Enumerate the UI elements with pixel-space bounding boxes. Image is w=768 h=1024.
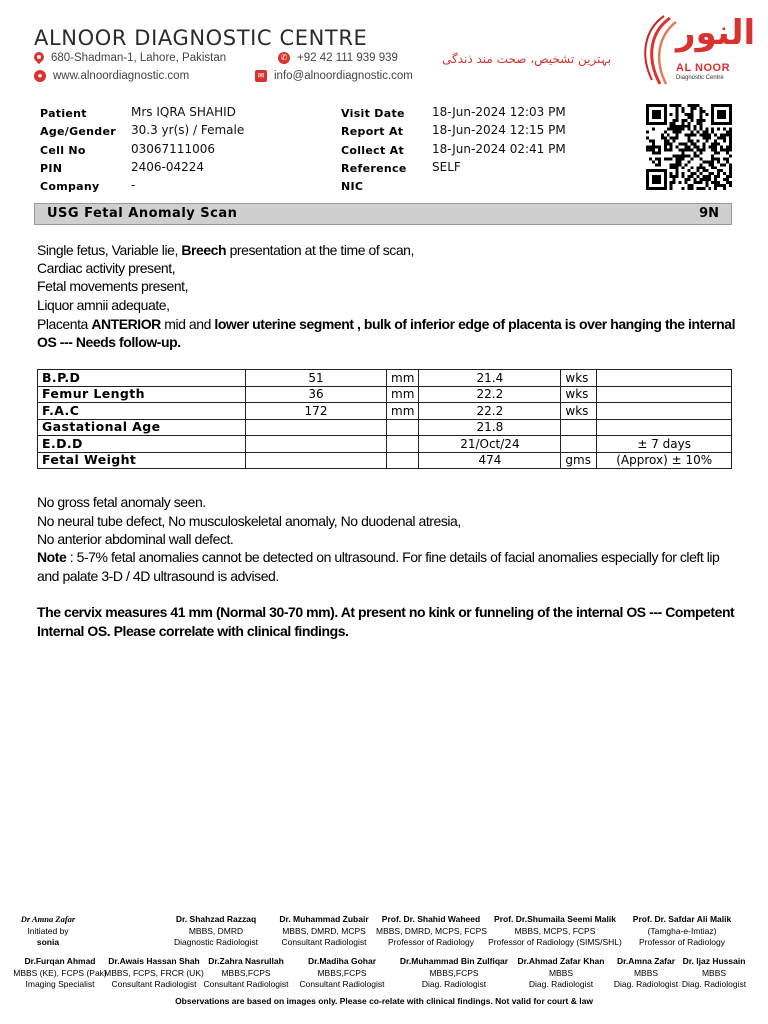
doctor-qualifications: MBBS,FCPS [317, 967, 367, 978]
doctor-name: Dr.Amna Zafar [616, 956, 676, 966]
doctor-title: Consultant Radiologist [281, 937, 367, 947]
doctor-name: Prof. Dr. Shahid Waheed [381, 914, 481, 924]
company-label: Company [40, 180, 100, 193]
measurement-extra [597, 419, 732, 436]
doctor-card [10, 956, 110, 991]
phone [278, 52, 398, 64]
logo-english-text: AL NOOR [676, 62, 731, 74]
measurement-row [38, 452, 732, 469]
doctor-qualifications: MBBS (KE), FCPS (Pak) [13, 967, 107, 978]
doctor-card [196, 956, 296, 991]
finding-bold: lower uterine segment , bulk of inferior edge of placenta is over hanging the internal [214, 316, 736, 332]
alnoor-logo [640, 13, 756, 90]
finding-line-3: Fetal movements present, [37, 278, 189, 294]
measurement-extra [597, 370, 732, 387]
doctor-title: Diag. Radiologist [528, 979, 594, 989]
doctor-qualifications: MBBS, DMRD, MCPS [282, 925, 366, 936]
doctor-name: Dr.Muhammad Bin Zulfiqar [399, 956, 509, 966]
doctor-name: Prof. Dr.Shumaila Seemi Malik [494, 914, 616, 924]
measurement-label: Fetal Weight [38, 452, 246, 469]
report-code: 9N [699, 206, 719, 221]
note-line-2: and palate 3-D / 4D ultrasound is advised. [37, 568, 279, 584]
doctor-name: Dr. Ijaz Hussain [682, 956, 746, 966]
reference-label: Reference [341, 162, 407, 175]
report-title: USG Fetal Anomaly Scan [47, 206, 238, 221]
measurement-value [246, 419, 387, 436]
measurement-weeks: 21.4 [419, 370, 561, 387]
conclusion-line-3: No anterior abdominal wall defect. [37, 531, 234, 547]
doctor-title: Professor of Radiology [388, 937, 474, 947]
doctor-name: Dr.Zahra Nasrullah [208, 956, 284, 966]
measurement-weeks-unit: wks [561, 386, 597, 403]
visit-date-label: Visit Date [341, 107, 405, 120]
logo-swoosh-icon [640, 14, 680, 90]
doctor-card [612, 956, 680, 991]
measurement-label: E.D.D [38, 436, 246, 453]
doctor-qualifications: MBBS,FCPS [429, 967, 479, 978]
measurement-extra [597, 403, 732, 420]
doctor-title: Consultant Radiologist [111, 979, 197, 989]
doctor-card [626, 914, 738, 949]
centre-name: ALNOOR DIAGNOSTIC CENTRE [34, 26, 368, 50]
doctor-name: Dr. Shahzad Razzaq [175, 914, 257, 924]
note-line-1 [37, 548, 719, 567]
phone-text: +92 42 111 939 939 [297, 52, 398, 64]
cervix-text: The cervix measures 41 mm (Normal 30-70 mm). At present no kink or funneling of the internal OS --- Competent [37, 604, 735, 620]
finding-line-6 [37, 333, 181, 352]
visit-date-value: 18-Jun-2024 12:03 PM [432, 105, 566, 119]
nic-label: NIC [341, 180, 364, 193]
finding-bold: Breech [181, 242, 227, 258]
email [255, 70, 413, 82]
measurement-value [246, 436, 387, 453]
doctor-title: Imaging Specialist [25, 979, 95, 989]
doctor-qualifications: MBBS [701, 967, 727, 978]
measurement-row [38, 386, 732, 403]
measurement-weeks: 21/Oct/24 [419, 436, 561, 453]
doctor-qualifications: MBBS, MCPS, FCPS [514, 925, 596, 936]
measurement-weeks-unit [561, 436, 597, 453]
doctor-qualifications: MBBS, FCPS, FRCR (UK) [104, 967, 204, 978]
doctor-card [292, 956, 392, 991]
measurement-unit: mm [387, 386, 419, 403]
website-text: www.alnoordiagnostic.com [53, 70, 190, 82]
measurement-weeks: 22.2 [419, 386, 561, 403]
measurement-weeks: 22.2 [419, 403, 561, 420]
conclusion-line-2: No neural tube defect, No musculoskeletal anomaly, No duodenal atresia, [37, 513, 461, 529]
measurement-value: 172 [246, 403, 387, 420]
doctor-name: Dr.Awais Hassan Shah [108, 956, 200, 966]
measurement-row [38, 370, 732, 387]
doctor-card [166, 914, 266, 949]
initiated-by-name: sonia [36, 937, 60, 947]
report-header [0, 0, 768, 100]
measurement-label: F.A.C [38, 403, 246, 420]
finding-text: mid and [160, 316, 215, 332]
doctor-card [104, 956, 204, 991]
doctor-title: Diagnostic Radiologist [173, 937, 259, 947]
globe-icon: ● [34, 70, 46, 82]
doctor-qualifications: MBBS,FCPS [221, 967, 271, 978]
finding-bold: ANTERIOR [91, 316, 161, 332]
measurement-row [38, 436, 732, 453]
doctor-card [512, 956, 610, 991]
measurement-label: B.P.D [38, 370, 246, 387]
measurement-extra: (Approx) ± 10% [597, 452, 732, 469]
doctor-title: Consultant Radiologist [203, 979, 289, 989]
doctor-title: Professor of Radiology [639, 937, 725, 947]
collect-at-label: Collect At [341, 144, 405, 157]
location-pin-icon [34, 52, 44, 64]
measurement-unit: mm [387, 370, 419, 387]
doctor-name: Dr.Madiha Gohar [307, 956, 376, 966]
cervix-text: Internal OS. Please correlate with clinical findings. [37, 623, 349, 639]
finding-line-1 [37, 241, 414, 260]
report-title-bar [34, 203, 732, 225]
patient-label: Patient [40, 107, 87, 120]
measurement-row [38, 403, 732, 420]
measurement-row [38, 419, 732, 436]
measurement-label: Gastational Age [38, 419, 246, 436]
measurement-weeks-unit [561, 419, 597, 436]
finding-line-5 [37, 315, 735, 334]
doctor-card [680, 956, 748, 991]
initiated-by-label: Initiated by [27, 925, 69, 936]
measurement-unit [387, 436, 419, 453]
doctor-title: Diag. Radiologist [613, 979, 679, 989]
signature-name: Dr Amna Zafar [20, 914, 76, 924]
company-value: - [131, 178, 136, 192]
measurement-label: Femur Length [38, 386, 246, 403]
age-gender-value: 30.3 yr(s) / Female [131, 123, 245, 137]
finding-text: presentation at the time of scan, [226, 242, 414, 258]
disclaimer: Observations are based on images only. Please co-relate with clinical findings. Not valid for court & law [175, 996, 593, 1006]
report-at-label: Report At [341, 125, 404, 138]
website [34, 70, 189, 82]
reference-value: SELF [432, 160, 461, 174]
doctor-qualifications: MBBS [633, 967, 659, 978]
measurement-value [246, 452, 387, 469]
note-text: : 5-7% fetal anomalies cannot be detected on ultrasound. For fine details of facial anomalies especially for cleft lip [66, 549, 720, 565]
logo-subtitle: Diagnostic Centre [676, 75, 724, 81]
doctor-name: Dr.Furqan Ahmad [24, 956, 96, 966]
doctor-qualifications: (Tamgha-e-Imtiaz) [647, 925, 717, 936]
measurement-unit [387, 452, 419, 469]
cell-no-value: 03067111006 [131, 142, 215, 156]
pin-value: 2406-04224 [131, 160, 205, 174]
address [34, 52, 226, 64]
email-text: info@alnoordiagnostic.com [274, 70, 413, 82]
doctor-card [376, 914, 486, 949]
doctor-name: Dr.Ahmad Zafar Khan [517, 956, 605, 966]
measurement-weeks-unit: wks [561, 370, 597, 387]
qr-code-icon [646, 104, 732, 190]
measurements-body [38, 370, 732, 469]
conclusion-line-1: No gross fetal anomaly seen. [37, 494, 206, 510]
measurement-weeks: 21.8 [419, 419, 561, 436]
age-gender-label: Age/Gender [40, 125, 116, 138]
doctor-card [488, 914, 622, 949]
finding-line-4: Liquor amnii adequate, [37, 297, 170, 313]
cervix-line-1 [37, 603, 734, 622]
patient-name: Mrs IQRA SHAHID [131, 105, 236, 119]
measurement-value: 36 [246, 386, 387, 403]
doctor-title: Diag. Radiologist [681, 979, 747, 989]
address-text: 680-Shadman-1, Lahore, Pakistan [51, 52, 227, 64]
measurement-extra [597, 386, 732, 403]
phone-icon: ✆ [278, 52, 290, 64]
report-at-value: 18-Jun-2024 12:15 PM [432, 123, 566, 137]
measurement-weeks: 474 [419, 452, 561, 469]
doctor-qualifications: MBBS, DMRD [188, 925, 244, 936]
collect-at-value: 18-Jun-2024 02:41 PM [432, 142, 566, 156]
measurements-table [37, 369, 732, 469]
email-icon: ✉ [255, 70, 267, 82]
doctor-name: Prof. Dr. Safdar Ali Malik [632, 914, 732, 924]
finding-text: Single fetus, Variable lie, [37, 242, 182, 258]
doctor-card [272, 914, 376, 949]
measurement-weeks-unit: gms [561, 452, 597, 469]
measurement-unit: mm [387, 403, 419, 420]
doctor-qualifications: MBBS, DMRD, MCPS, FCPS [376, 925, 487, 936]
doctor-title: Consultant Radiologist [299, 979, 385, 989]
doctor-card [394, 956, 514, 991]
logo-arabic-text: النور [676, 13, 756, 53]
doctor-title: Diag. Radiologist [421, 979, 487, 989]
cervix-line-2 [37, 622, 348, 641]
finding-line-2: Cardiac activity present, [37, 260, 176, 276]
measurement-unit [387, 419, 419, 436]
measurement-weeks-unit: wks [561, 403, 597, 420]
doctor-name: Dr. Muhammad Zubair [279, 914, 369, 924]
finding-text: Placenta [37, 316, 92, 332]
measurement-extra: ± 7 days [597, 436, 732, 453]
tagline-urdu: بہترین تشخیص، صحت مند ذندگی [442, 52, 612, 66]
pin-label: PIN [40, 162, 63, 175]
note-label: Note [37, 549, 67, 565]
cell-no-label: Cell No [40, 144, 86, 157]
measurement-value: 51 [246, 370, 387, 387]
doctor-title: Professor of Radiology (SIMS/SHL) [488, 937, 622, 947]
signature-block [12, 914, 84, 949]
finding-bold: OS --- Needs follow-up. [37, 334, 181, 350]
doctor-qualifications: MBBS [548, 967, 574, 978]
